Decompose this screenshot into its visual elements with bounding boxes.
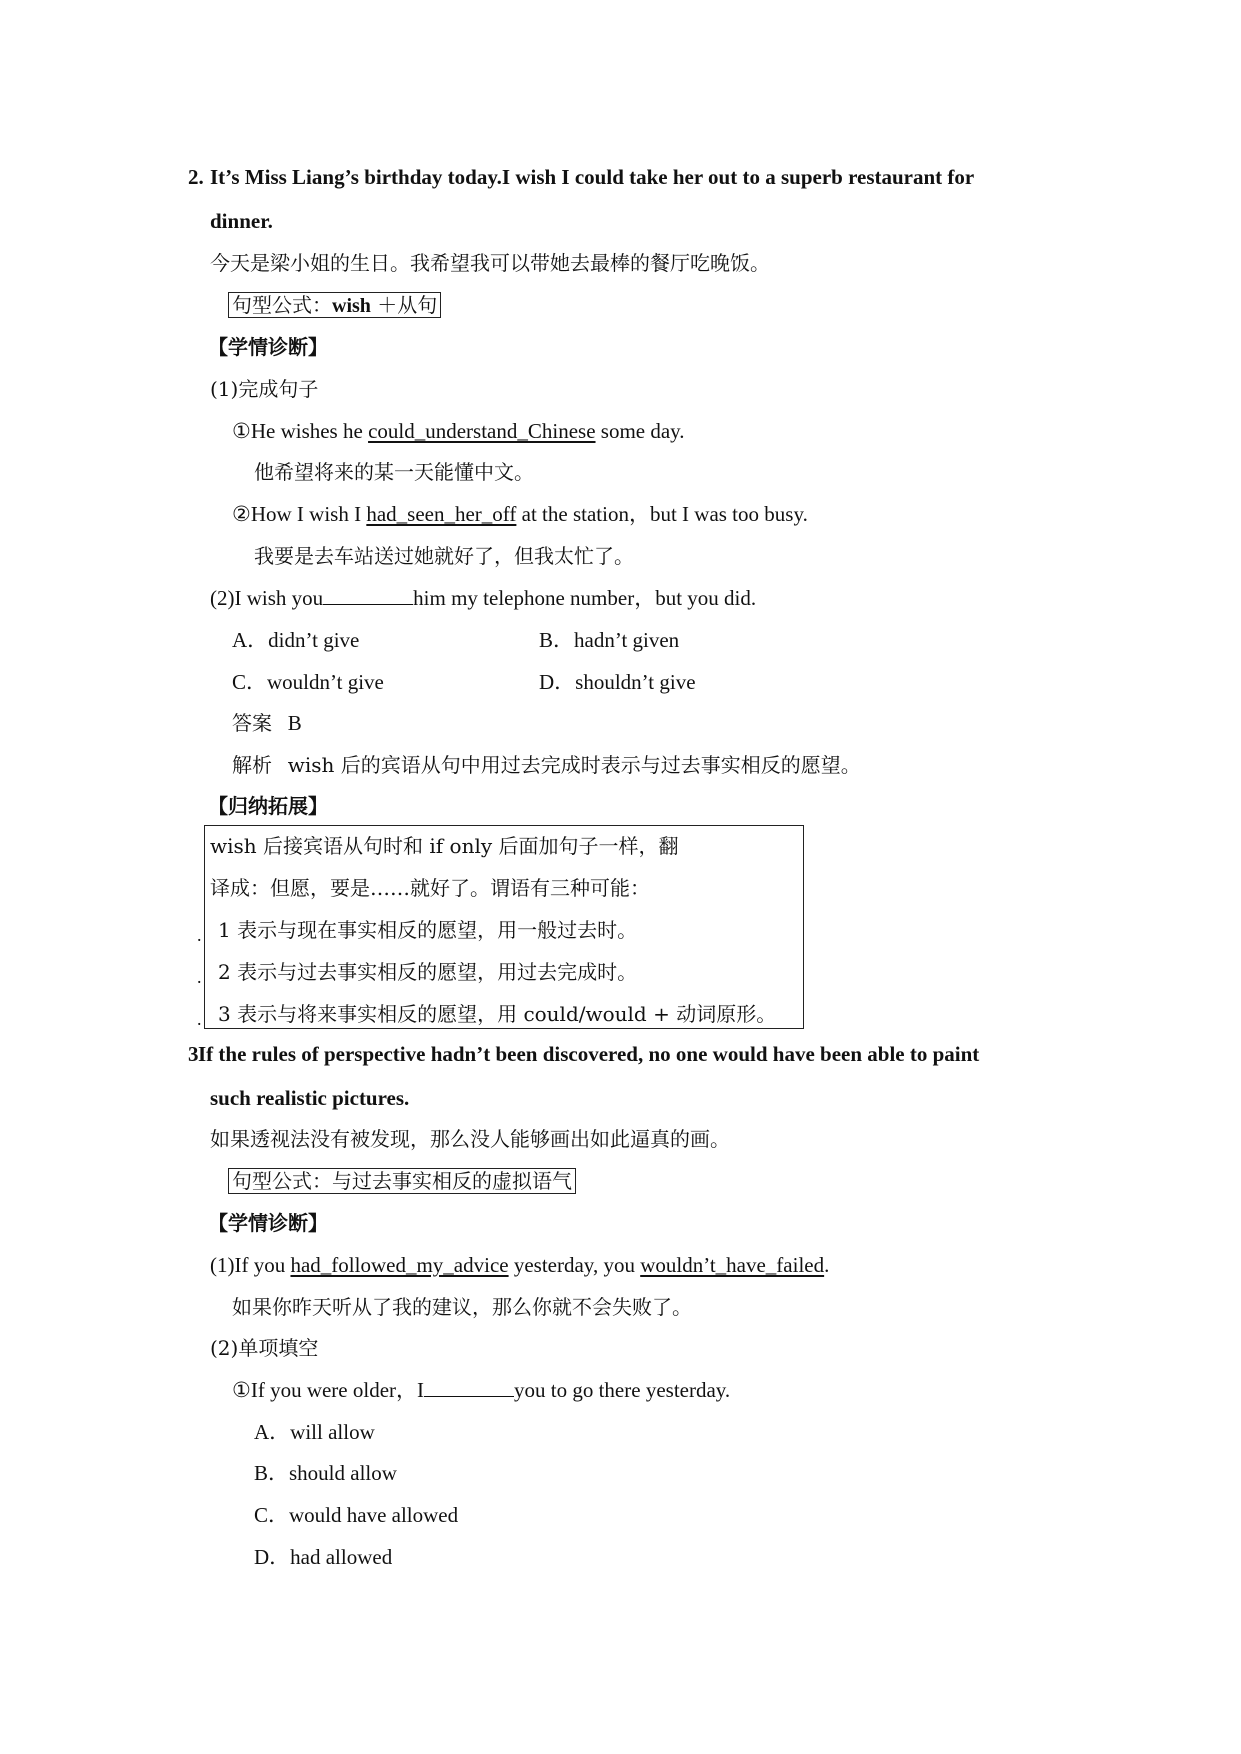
answer-blank <box>323 584 413 605</box>
q3-option-d: D．had allowed <box>254 1545 393 1569</box>
q2-sentence1-translation: 他希望将来的某一天能懂中文。 <box>254 460 534 484</box>
q3-formula: 句型公式：与过去事实相反的虚拟语气 <box>228 1167 576 1195</box>
q2-summary-heading: 【归纳拓展】 <box>208 794 328 818</box>
q3-title-line2: such realistic pictures. <box>210 1086 410 1110</box>
q2-answer: 答案 B <box>232 711 302 735</box>
bullet-dot: . <box>197 967 202 987</box>
q3-title-line1: If the rules of perspective hadn’t been discovered, no one would have been able to paint <box>198 1042 980 1066</box>
q2-part1-heading: (1)完成句子 <box>210 377 319 401</box>
bullet-dot: . <box>197 1009 202 1029</box>
formula-keyword: wish <box>332 295 371 317</box>
q2-sentence1: ①He wishes he could_understand_Chinese some day. <box>232 419 685 443</box>
q2-option-b: B．hadn’t given <box>539 628 680 652</box>
q2-formula: 句型公式：wish ＋从句 <box>228 291 441 319</box>
summary-line5: 3 表示与将来事实相反的愿望，用 could/would + 动词原形。 <box>218 1002 777 1026</box>
summary-line4: 2 表示与过去事实相反的愿望，用过去完成时。 <box>218 960 638 984</box>
q2-title-line2: dinner. <box>210 209 273 233</box>
q3-part1-translation: 如果你昨天听从了我的建议，那么你就不会失败了。 <box>232 1295 692 1319</box>
q2-option-d: D．shouldn’t give <box>539 670 696 694</box>
q2-option-a: A．didn’t give <box>232 628 360 652</box>
q3-answer1: had_followed_my_advice <box>290 1253 509 1277</box>
q2-translation: 今天是梁小姐的生日。我希望我可以带她去最棒的餐厅吃晚饭。 <box>210 251 770 275</box>
bullet-dot: . <box>197 925 202 945</box>
q2-sentence1-answer: could_understand_Chinese <box>368 419 596 443</box>
q2-option-c: C．wouldn’t give <box>232 670 384 694</box>
q2-title-line1: It’s Miss Liang’s birthday today.I wish I could take her out to a superb restaurant for <box>210 165 975 189</box>
q2-number: 2. <box>188 165 204 189</box>
q3-part1-sentence: (1)If you had_followed_my_advice yesterday, you wouldn’t_have_failed. <box>210 1253 830 1277</box>
q3-option-b: B．should allow <box>254 1461 397 1485</box>
q3-option-a: A．will allow <box>254 1420 375 1444</box>
q2-sentence2: ②How I wish I had_seen_her_off at the station，but I was too busy. <box>232 502 808 526</box>
q2-diagnosis-heading: 【学情诊断】 <box>208 335 328 359</box>
answer-blank <box>424 1376 514 1397</box>
q3-question: ①If you were older，I you to go there yesterday. <box>232 1378 731 1402</box>
q3-number: 3 <box>188 1042 199 1066</box>
summary-line3: 1 表示与现在事实相反的愿望，用一般过去时。 <box>218 918 638 942</box>
q3-part2-heading: (2)单项填空 <box>210 1336 319 1360</box>
q2-sentence2-translation: 我要是去车站送过她就好了，但我太忙了。 <box>254 544 634 568</box>
q2-analysis: 解析 wish 后的宾语从句中用过去完成时表示与过去事实相反的愿望。 <box>232 753 861 777</box>
q3-option-c: C．would have allowed <box>254 1503 459 1527</box>
summary-line2: 译成：但愿，要是……就好了。谓语有三种可能： <box>210 876 650 900</box>
summary-line1: wish 后接宾语从句时和 if only 后面加句子一样，翻 <box>210 834 679 858</box>
q2-sentence2-answer: had_seen_her_off <box>366 502 517 526</box>
q3-diagnosis-heading: 【学情诊断】 <box>208 1211 328 1235</box>
q3-answer2: wouldn’t_have_failed <box>640 1253 825 1277</box>
q3-translation: 如果透视法没有被发现，那么没人能够画出如此逼真的画。 <box>210 1127 730 1151</box>
q2-part2-question: (2)I wish you him my telephone number，but you did. <box>210 586 757 610</box>
